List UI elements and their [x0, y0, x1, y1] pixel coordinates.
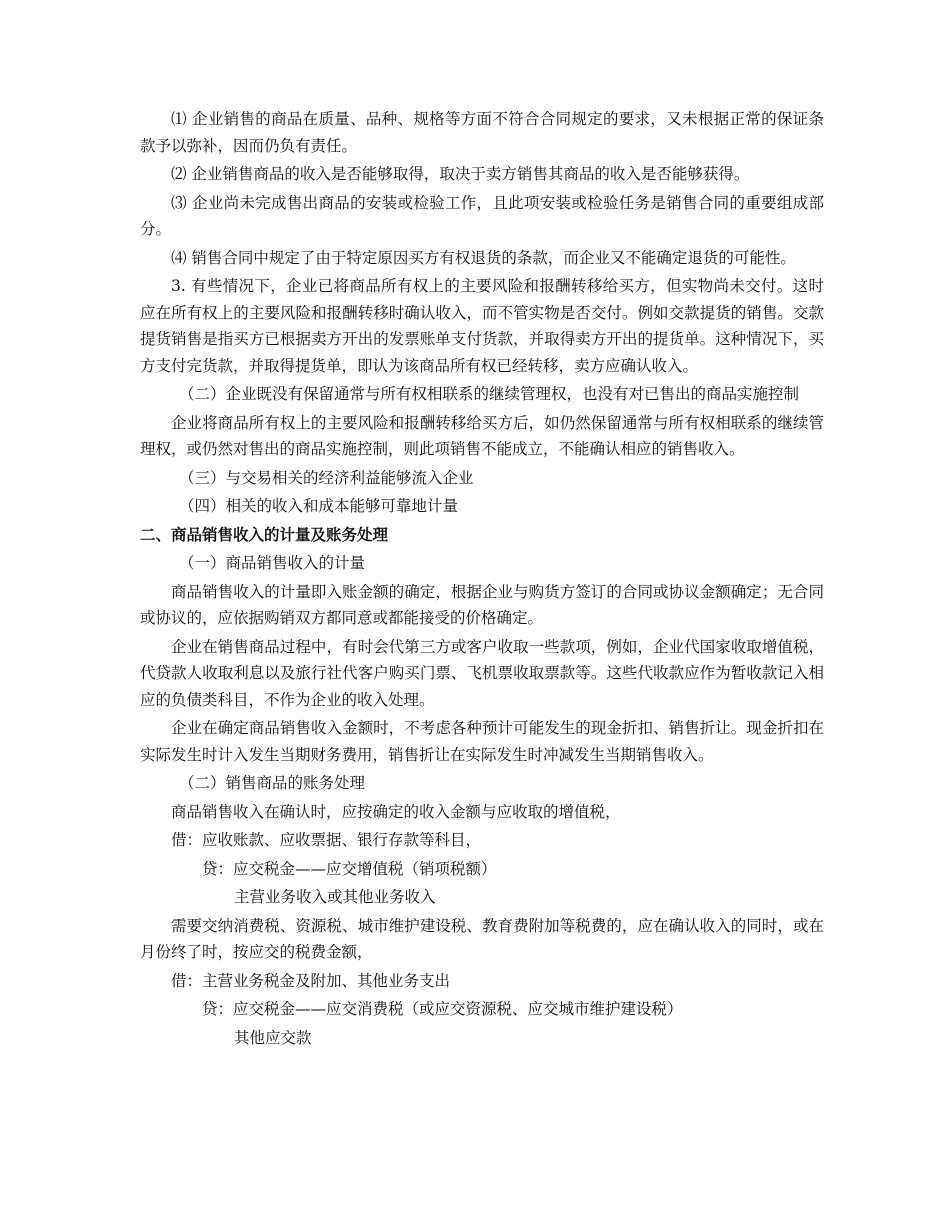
journal-entry-2-debit: 借：主营业务税金及附加、其他业务支出 — [171, 971, 451, 990]
paragraph-third-party: 企业在销售商品过程中，有时会代第三方或客户收取一些款项，例如，企业代国家收取增值税，代贷款人收取利息以及旅行社代客户购买门票、飞机票收取票款等。这些代收款应作为暂收款记入相应的负债类科目，不作为企业的收入处理。 — [140, 637, 824, 709]
subheading-2: （二）企业既没有保留通常与所有权相联系的继续管理权，也没有对已售出的商品实施控制 — [179, 385, 800, 403]
document-page — [140, 106, 824, 1053]
paragraph-control: 企业将商品所有权上的主要风险和报酬转移给买方后，如仍然保留通常与所有权相联系的继续管理权，或仍然对售出的商品实施控制，则此项销售不能成立，不能确认相应的销售收入。 — [140, 413, 824, 458]
paragraph-tax: 需要交纳消费税、资源税、城市维护建设税、教育费附加等税费的，应在确认收入的同时，或在月份终了时，按应交的税费金额， — [140, 916, 824, 961]
paragraph-condition-4: ⑷ 销售合同中规定了由于特定原因买方有权退货的条款，而企业又不能确定退货的可能性。 — [171, 248, 796, 267]
paragraph-condition-3: ⑶ 企业尚未完成售出商品的安装或检验工作，且此项安装或检验任务是销售合同的重要组成部分。 — [140, 193, 824, 238]
section-heading-2: 二、商品销售收入的计量及账务处理 — [140, 525, 389, 544]
paragraph-discount: 企业在确定商品销售收入金额时，不考虑各种预计可能发生的现金折扣、销售折让。现金折扣在实际发生时计入发生当期财务费用，销售折让在实际发生时冲减发生当期销售收入。 — [140, 719, 824, 764]
paragraph-measurement: 商品销售收入的计量即入账金额的确定，根据企业与购货方签订的合同或协议金额确定；无合同或协议的，应依据购销双方都同意或都能接受的价格确定。 — [140, 582, 824, 627]
paragraph-point-3: 3. 有些情况下，企业已将商品所有权上的主要风险和报酬转移给买方，但实物尚未交付。这时应在所有权上的主要风险和报酬转移时确认收入，而不管实物是否交付。例如交款提货的销售。交款提货销售是指买方已根据卖方开出的发票账单支付货款，并取得卖方开出的提货单。这种情况下，买方支付完货款，并取得提货单，即认为该商品所有权已经转移，卖方应确认收入。 — [140, 277, 824, 375]
subheading-3: （三）与交易相关的经济利益能够流入企业 — [179, 468, 474, 487]
paragraph-recognition: 商品销售收入在确认时，应按确定的收入金额与应收取的增值税， — [171, 802, 621, 821]
journal-entry-2-credit-2: 其他应交款 — [234, 1028, 312, 1047]
subheading-measurement: （一）商品销售收入的计量 — [179, 554, 366, 572]
journal-entry-1-credit-2: 主营业务收入或其他业务收入 — [234, 888, 436, 906]
journal-entry-2-credit: 贷：应交税金——应交消费税（或应交资源税、应交城市维护建设税） — [202, 1000, 683, 1018]
subheading-accounting: （二）销售商品的账务处理 — [179, 774, 366, 792]
subheading-4: （四）相关的收入和成本能够可靠地计量 — [179, 497, 459, 515]
journal-entry-1-credit: 贷：应交税金——应交增值税（销项税额） — [202, 859, 497, 878]
paragraph-condition-1: ⑴ 企业销售的商品在质量、品种、规格等方面不符合合同规定的要求，又未根据正常的保证条款予以弥补，因而仍负有责任。 — [140, 110, 824, 155]
journal-entry-1-debit: 借：应收账款、应收票据、银行存款等科目， — [171, 831, 482, 849]
paragraph-condition-2: ⑵ 企业销售商品的收入是否能够取得，取决于卖方销售其商品的收入是否能够获得。 — [171, 165, 750, 183]
